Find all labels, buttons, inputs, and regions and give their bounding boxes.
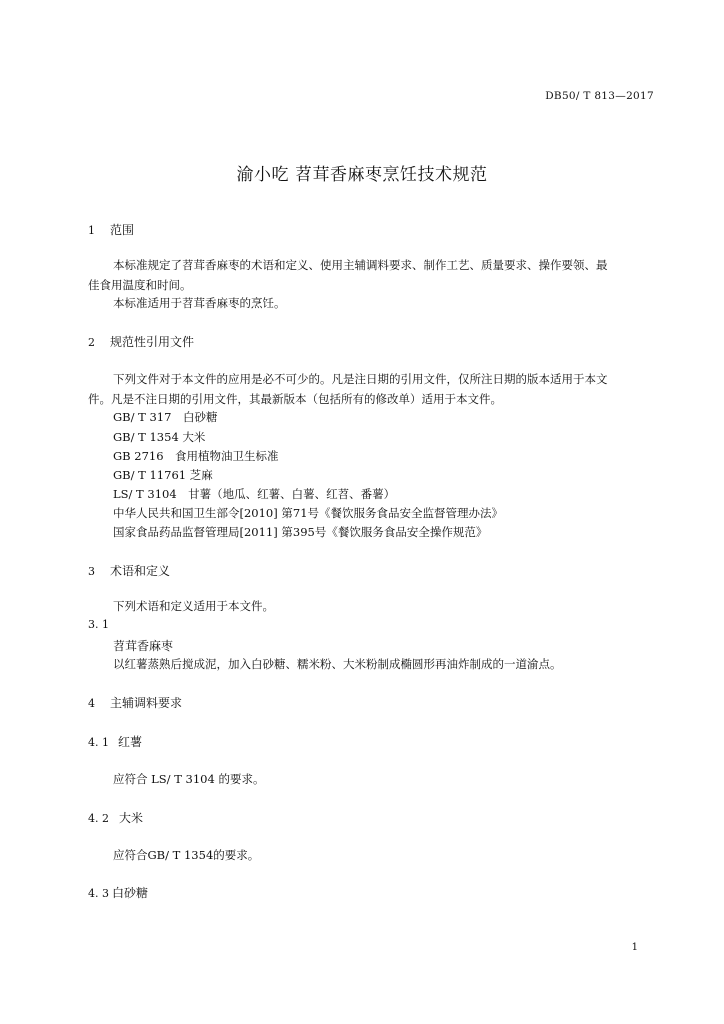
reference-item: GB/ T 11761 芝麻 <box>113 468 213 482</box>
section-number: 4 <box>88 697 95 710</box>
section-4-heading <box>88 694 182 711</box>
subsection-4-2-text: 应符合GB/ T 1354的要求。 <box>113 848 260 862</box>
subsection-4-2-heading <box>88 809 143 826</box>
reference-item: GB/ T 1354 大米 <box>113 430 206 444</box>
section-title: 术语和定义 <box>110 564 171 578</box>
reference-item: GB/ T 317 白砂糖 <box>113 410 218 424</box>
term-definition: 以红薯蒸熟后搅成泥，加入白砂糖、糯米粉、大米粉制成椭圆形再油炸制成的一道渝点。 <box>113 657 562 671</box>
text-line: 佳食用温度和时间。 <box>88 278 192 292</box>
section-2-heading <box>88 333 194 350</box>
page-number: 1 <box>631 942 638 953</box>
section-number: 1 <box>88 224 95 237</box>
section-2-paragraph-1 <box>88 369 658 409</box>
subsection-number: 4. 3 <box>88 887 109 900</box>
text-line: 下列文件对于本文件的应用是必不可少的。凡是注日期的引用文件，仅所注日期的版本适用于本文 <box>113 372 608 386</box>
reference-item: 中华人民共和国卫生部令[2010] 第71号《餐饮服务食品安全监督管理办法》 <box>113 506 504 520</box>
section-title: 规范性引用文件 <box>110 335 195 349</box>
section-number: 3 <box>88 565 95 578</box>
section-3-paragraph: 下列术语和定义适用于本文件。 <box>113 599 274 613</box>
reference-item: LS/ T 3104 甘薯（地瓜、红薯、白薯、红苕、番薯） <box>113 487 396 501</box>
text-line: 本标准规定了苕茸香麻枣的术语和定义、使用主辅调料要求、制作工艺、质量要求、操作要领、最 <box>113 258 608 272</box>
section-1-paragraph-2: 本标准适用于苕茸香麻枣的烹饪。 <box>113 296 286 310</box>
section-number: 2 <box>88 336 95 349</box>
reference-item: 国家食品药品监督管理局[2011] 第395号《餐饮服务食品安全操作规范》 <box>113 525 488 539</box>
subsection-4-1-text: 应符合 LS/ T 3104 的要求。 <box>113 772 265 786</box>
subsection-4-1-heading <box>88 733 142 750</box>
section-title: 范围 <box>110 223 135 237</box>
text-line: 件。凡是不注日期的引用文件，其最新版本（包括所有的修改单）适用于本文件。 <box>88 392 502 406</box>
section-1-paragraph-1 <box>88 255 658 295</box>
subsection-number: 4. 1 <box>88 736 109 749</box>
term-name: 苕茸香麻枣 <box>113 639 174 653</box>
term-number: 3. 1 <box>88 618 109 631</box>
subsection-title: 大米 <box>119 811 144 825</box>
section-title: 主辅调料要求 <box>110 696 183 710</box>
subsection-title: 红薯 <box>118 735 143 749</box>
subsection-title: 白砂糖 <box>112 886 149 900</box>
section-1-heading <box>88 221 134 238</box>
section-3-heading <box>88 562 170 579</box>
subsection-number: 4. 2 <box>88 812 109 825</box>
standard-code: DB50/ T 813—2017 <box>545 90 654 102</box>
reference-item: GB 2716 食用植物油卫生标准 <box>113 449 279 463</box>
subsection-4-3-heading <box>88 884 148 901</box>
document-title: 渝小吃 苕茸香麻枣烹饪技术规范 <box>236 165 488 185</box>
